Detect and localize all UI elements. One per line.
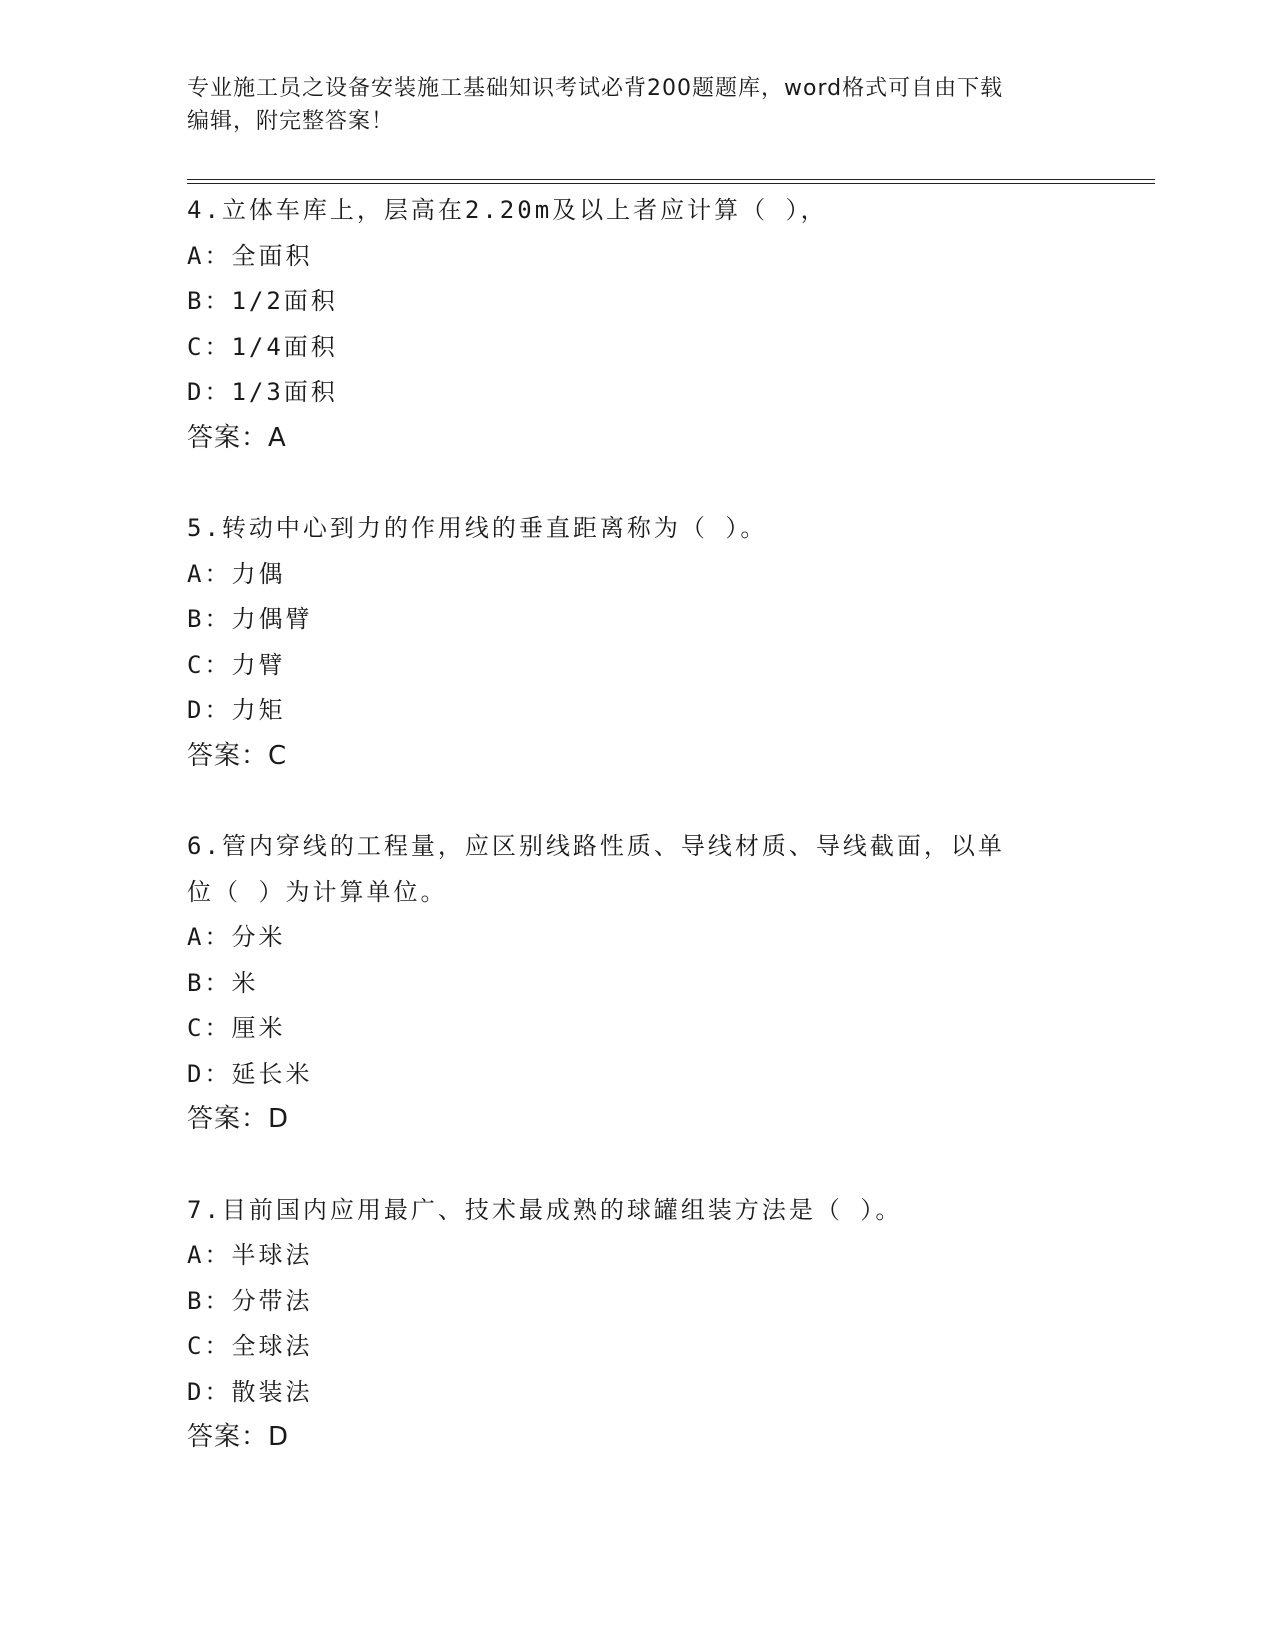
question-7 — [187, 1188, 1087, 1461]
answer-line: 答案：C — [187, 740, 288, 771]
header-title-line1: 专业施工员之设备安装施工基础知识考试必背200题题库，word格式可自由下载 — [187, 76, 1004, 101]
question-stem: 4.立体车库上，层高在2.20m及以上者应计算（ ）， — [187, 196, 828, 224]
question-4 — [187, 188, 1087, 461]
option-d: D：延长米 — [187, 1059, 313, 1088]
option-b: B：力偶臂 — [187, 605, 313, 633]
question-6 — [187, 824, 1087, 1143]
question-5 — [187, 506, 1087, 779]
header-divider-bottom — [187, 183, 1155, 184]
option-a: A：力偶 — [187, 559, 286, 588]
option-b: B：1/2面积 — [187, 287, 338, 315]
answer-line: 答案：D — [187, 1104, 290, 1134]
option-a: A：全面积 — [187, 241, 313, 270]
question-stem-continued: 位（ ）为计算单位。 — [187, 877, 448, 906]
option-a: A：分米 — [187, 923, 286, 951]
answer-line: 答案：D — [187, 1422, 290, 1452]
option-c: C：1/4面积 — [187, 332, 338, 361]
answer-line: 答案：A — [187, 422, 287, 453]
document-header — [187, 72, 1077, 138]
option-c: C：力臂 — [187, 650, 286, 679]
option-d: D：散装法 — [187, 1377, 313, 1406]
option-c: C：厘米 — [187, 1014, 286, 1042]
question-stem: 7.目前国内应用最广、技术最成熟的球罐组装方法是（ ）。 — [187, 1195, 903, 1224]
option-c: C：全球法 — [187, 1332, 313, 1360]
option-b: B：分带法 — [187, 1286, 313, 1315]
option-b: B：米 — [187, 968, 259, 997]
option-d: D：1/3面积 — [187, 378, 338, 406]
option-a: A：半球法 — [187, 1241, 313, 1269]
question-stem: 6.管内穿线的工程量，应区别线路性质、导线材质、导线截面，以单 — [187, 832, 1005, 860]
question-list — [187, 188, 1087, 1506]
header-divider-top — [187, 179, 1155, 180]
header-title-line2: 编辑，附完整答案！ — [187, 109, 395, 134]
question-stem: 5.转动中心到力的作用线的垂直距离称为（ ）。 — [187, 514, 768, 542]
option-d: D：力矩 — [187, 696, 286, 724]
